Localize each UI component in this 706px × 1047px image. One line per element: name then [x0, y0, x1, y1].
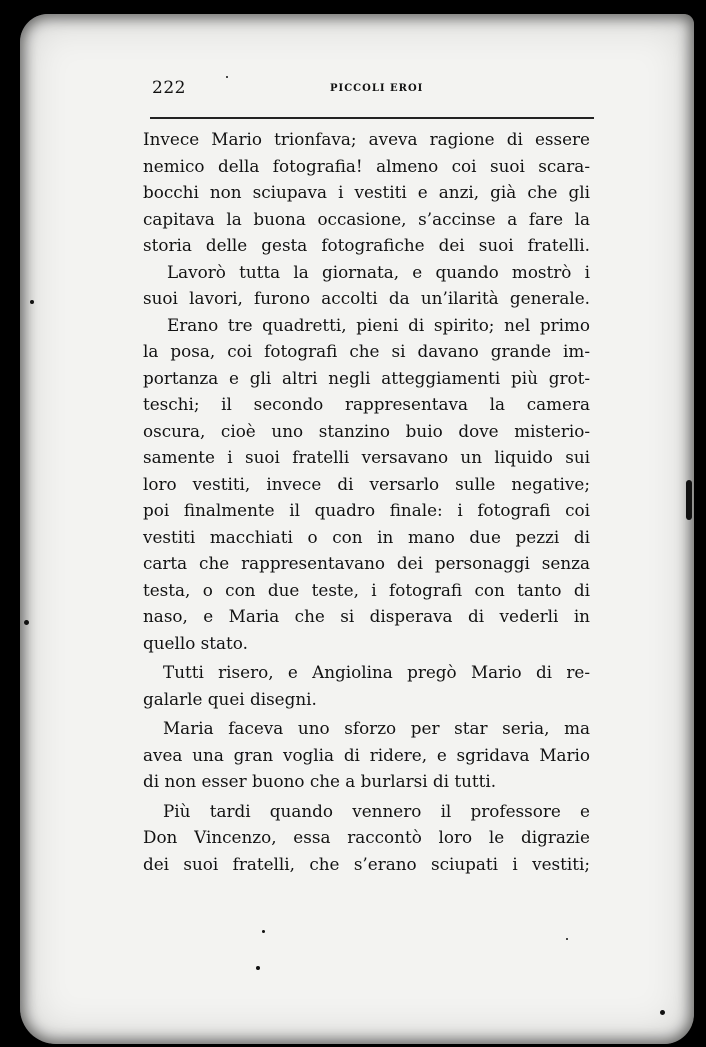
paragraph-continuation [143, 742, 590, 795]
text-line: dei suoi fratelli, che s’erano sciupati i vestiti; [143, 853, 590, 874]
text-line: suoi lavori, furono accolti da un’ilarità generale. [143, 288, 590, 308]
text-line: oscura, cioè uno stanzino buio dove misterio- [143, 420, 590, 441]
text-line: galarle quei disegni. [143, 688, 317, 709]
paragraph-continuation [143, 824, 590, 877]
text-line: teschi; il secondo rappresentava la camera [143, 394, 590, 414]
paragraph [143, 259, 590, 286]
text-line: carta che rappresentavano dei personaggi senza [143, 553, 590, 573]
text-line: avea una gran voglia di ridere, e sgridava Mario [143, 744, 590, 765]
paragraph-continuation [143, 686, 590, 713]
text-line: Erano tre quadretti, pieni di spirito; nel primo [167, 314, 590, 335]
text-line: di non esser buono che a burlarsi di tutti. [143, 771, 497, 791]
text-line: Maria faceva uno sforzo per star seria, ma [163, 718, 590, 738]
text-line: portanza e gli altri negli atteggiamenti più grot- [143, 367, 590, 388]
scan-speck [24, 620, 29, 625]
scan-speck [30, 300, 34, 304]
text-line: Don Vincenzo, essa raccontò loro le digrazie [143, 827, 590, 847]
paragraph [143, 659, 590, 686]
text-line: nemico della fotografia! almeno coi suoi scara- [143, 155, 590, 176]
scan-speck [566, 938, 568, 940]
text-line: la posa, coi fotografi che si davano grande im- [143, 341, 590, 361]
text-line: samente i suoi fratelli versavano un liquido sui [143, 447, 590, 467]
scan-speck [256, 966, 260, 970]
paragraph [143, 312, 590, 339]
paragraph [143, 715, 590, 742]
text-line: naso, e Maria che si disperava di vederli in [143, 606, 590, 626]
text-line: loro vestiti, invece di versarlo sulle negative; [143, 473, 590, 494]
text-line: Lavorò tutta la giornata, e quando mostrò i [167, 261, 590, 282]
paragraph [143, 126, 590, 259]
text-line: bocchi non sciupava i vestiti e anzi, già che gli [143, 182, 590, 202]
header-rule [150, 117, 594, 119]
scan-speck [660, 1010, 665, 1015]
text-line: Più tardi quando vennero il professore e [163, 800, 590, 821]
page-header [0, 78, 706, 100]
text-line: Invece Mario trionfava; aveva ragione di essere [143, 129, 590, 149]
paragraph [143, 798, 590, 825]
text-line: quello stato. [143, 632, 248, 653]
text-line: poi finalmente il quadro finale: i fotografi coi [143, 500, 590, 520]
text-line: vestiti macchiati o con in mano due pezzi di [143, 526, 590, 547]
paragraph-continuation [143, 338, 590, 656]
scan-speck [262, 930, 265, 933]
scan-speck [686, 480, 692, 520]
text-line: Tutti risero, e Angiolina pregò Mario di re- [163, 662, 590, 682]
running-title: PICCOLI EROI [330, 83, 424, 94]
text-line: capitava la buona occasione, s’accinse a fare la [143, 208, 590, 229]
body-text [143, 126, 590, 877]
paragraph-continuation [143, 285, 590, 312]
page-number: 222 [152, 78, 186, 98]
text-line: storia delle gesta fotografiche dei suoi fratelli. [143, 235, 590, 255]
text-line: testa, o con due teste, i fotografi con tanto di [143, 579, 590, 600]
